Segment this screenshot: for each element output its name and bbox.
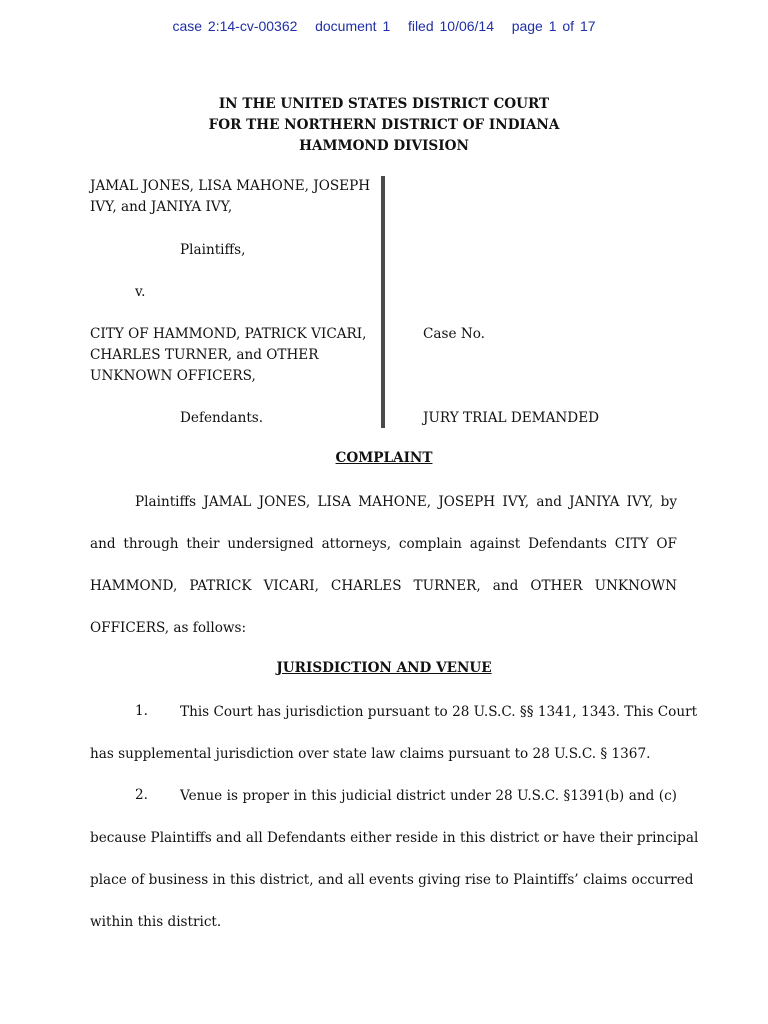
- defendants-line-1: CITY OF HAMMOND, PATRICK VICARI,: [90, 326, 367, 342]
- defendants-line-3: UNKNOWN OFFICERS,: [90, 368, 256, 384]
- page-indicator: page 1 of 17: [511, 18, 596, 34]
- document-number: document 1: [315, 18, 391, 34]
- filing-header: [0, 18, 768, 34]
- paragraph-2-line-3: place of business in this district, and all events giving rise to Plaintiffs’ claims occurred: [90, 872, 694, 888]
- court-line-2: FOR THE NORTHERN DISTRICT OF INDIANA: [208, 117, 560, 133]
- paragraph-1-number: 1.: [135, 703, 148, 719]
- paragraph-1-line-2: has supplemental jurisdiction over state law claims pursuant to 28 U.S.C. § 1367.: [90, 746, 651, 762]
- defendants-line-2: CHARLES TURNER, and OTHER: [90, 347, 319, 363]
- paragraph-2-line-2: because Plaintiffs and all Defendants either reside in this district or have their principal: [90, 830, 699, 846]
- complaint-title: COMPLAINT: [335, 450, 433, 466]
- paragraph-2-line-1: Venue is proper in this judicial district under 28 U.S.C. §1391(b) and (c): [180, 788, 677, 804]
- caption-plaintiffs: [90, 176, 380, 218]
- versus: v.: [135, 284, 146, 300]
- filed-date: filed 10/06/14: [407, 18, 495, 34]
- intro-line-4: OFFICERS, as follows:: [90, 620, 247, 636]
- jurisdiction-title: JURISDICTION AND VENUE: [276, 660, 492, 676]
- paragraph-1-line-1: This Court has jurisdiction pursuant to 28 U.S.C. §§ 1341, 1343. This Court: [180, 704, 698, 720]
- court-heading: [0, 94, 768, 157]
- caption-divider: [381, 176, 385, 428]
- intro-line-2: and through their undersigned attorneys, complain against Defendants CITY OF: [90, 536, 677, 552]
- jury-demand: JURY TRIAL DEMANDED: [423, 410, 600, 426]
- defendants-label: Defendants.: [180, 410, 264, 426]
- plaintiffs-label: Plaintiffs,: [180, 242, 246, 258]
- court-line-3: HAMMOND DIVISION: [299, 138, 469, 154]
- paragraph-2-number: 2.: [135, 787, 148, 803]
- case-number: case 2:14-cv-00362: [172, 18, 298, 34]
- paragraph-2-line-4: within this district.: [90, 914, 222, 930]
- intro-line-1: Plaintiffs JAMAL JONES, LISA MAHONE, JOSEPH IVY, and JANIYA IVY, by: [135, 494, 677, 510]
- court-line-1: IN THE UNITED STATES DISTRICT COURT: [218, 96, 550, 112]
- plaintiffs-line-2: IVY, and JANIYA IVY,: [90, 199, 233, 215]
- case-no-label: Case No.: [423, 326, 486, 342]
- plaintiffs-line-1: JAMAL JONES, LISA MAHONE, JOSEPH: [90, 178, 371, 194]
- intro-line-3: HAMMOND, PATRICK VICARI, CHARLES TURNER, and OTHER UNKNOWN: [90, 578, 677, 594]
